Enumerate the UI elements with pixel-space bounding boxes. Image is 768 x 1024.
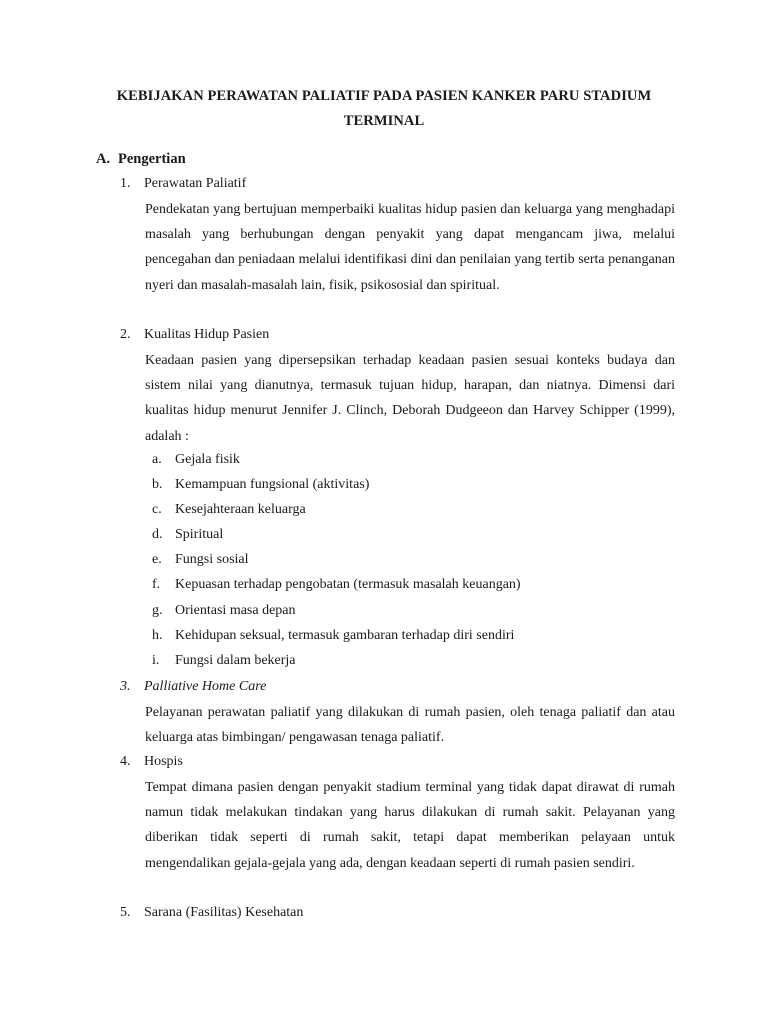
item-number: 1. bbox=[120, 176, 131, 191]
sublist-letter: b. bbox=[152, 477, 163, 493]
sublist-item bbox=[152, 575, 672, 600]
section-title: Pengertian bbox=[118, 151, 186, 167]
section-heading bbox=[96, 149, 186, 169]
item-number: 3. bbox=[120, 679, 131, 694]
item-heading: Kualitas Hidup Pasien bbox=[144, 327, 270, 342]
sublist-text: Kepuasan terhadap pengobatan (termasuk masalah keuangan) bbox=[175, 577, 521, 593]
item-number: 2. bbox=[120, 327, 131, 342]
sublist-letter: a. bbox=[152, 452, 162, 467]
sublist-letter: c. bbox=[152, 502, 162, 518]
sublist-letter: d. bbox=[152, 527, 163, 543]
item-heading: Sarana (Fasilitas) Kesehatan bbox=[144, 905, 304, 920]
item-number: 4. bbox=[120, 754, 131, 769]
item-2-paragraph: Keadaan pasien yang dipersepsikan terhadap keadaan pasien sesuai konteks budaya dan sistem nilai yang dianutnya, termasuk tujuan hidup, harapan, dan niatnya. Dimensi dari kualitas hidup menurut Jennifer J. Clinch, Deborah Dudgeeon dan Harvey Schipper (1999), adalah : bbox=[145, 353, 675, 444]
sublist-text: Kemampuan fungsional (aktivitas) bbox=[175, 477, 370, 493]
sublist-letter: h. bbox=[152, 627, 163, 643]
sublist-letter: e. bbox=[152, 552, 162, 568]
sublist-text: Gejala fisik bbox=[175, 452, 240, 467]
sublist-item bbox=[152, 500, 672, 525]
sublist-item bbox=[152, 601, 672, 626]
sublist-letter: g. bbox=[152, 602, 163, 618]
sublist-item bbox=[152, 651, 672, 676]
item-heading: Perawatan Paliatif bbox=[144, 176, 247, 191]
sublist-letter: i. bbox=[152, 652, 160, 668]
sublist-text: Kehidupan seksual, termasuk gambaran terhadap diri sendiri bbox=[175, 627, 515, 643]
item-4-paragraph: Tempat dimana pasien dengan penyakit stadium terminal yang tidak dapat dirawat di rumah namun tidak melakukan tindakan yang harus dilakukan di rumah sakit. Pelayanan yang diberikan tidak seperti di rumah sakit, tetapi dapat memberikan pelayaan untuk mengendalikan gejala-gejala yang ada, dengan keadaan seperti di rumah pasien sendiri. bbox=[145, 780, 675, 871]
document-title bbox=[70, 84, 698, 134]
sublist-item bbox=[152, 626, 672, 651]
title-line-1: KEBIJAKAN PERAWATAN PALIATIF PADA PASIEN KANKER PARU STADIUM bbox=[116, 88, 652, 104]
sublist-text: Fungsi dalam bekerja bbox=[175, 652, 296, 668]
sublist-text: Kesejahteraan keluarga bbox=[175, 502, 306, 518]
item-3-paragraph: Pelayanan perawatan paliatif yang dilakukan di rumah pasien, oleh tenaga paliatif dan atau keluarga atas bimbingan/ pengawasan tenaga paliatif. bbox=[145, 705, 675, 746]
sublist-item bbox=[152, 550, 672, 575]
sublist-item bbox=[152, 525, 672, 550]
sublist-letter: f. bbox=[152, 577, 161, 593]
title-line-2: TERMINAL bbox=[343, 113, 425, 129]
sublist-item bbox=[152, 450, 672, 475]
sublist-text: Spiritual bbox=[175, 527, 224, 543]
section-letter: A. bbox=[96, 151, 111, 167]
sublist-text: Orientasi masa depan bbox=[175, 602, 296, 618]
item-heading: Hospis bbox=[144, 754, 183, 769]
item-heading: Palliative Home Care bbox=[144, 679, 267, 694]
quality-of-life-dimensions-list bbox=[152, 450, 672, 676]
item-1-paragraph: Pendekatan yang bertujuan memperbaiki kualitas hidup pasien dan keluarga yang menghadapi masalah yang berhubungan dengan penyakit yang dapat mengancam jiwa, melalui pencegahan dan peniadaan melalui identifikasi dini dan penilaian yang tertib serta penanganan nyeri dan masalah-masalah lain, fisik, psikososial dan spiritual. bbox=[145, 202, 675, 293]
sublist-text: Fungsi sosial bbox=[175, 552, 249, 568]
item-number: 5. bbox=[120, 905, 131, 920]
sublist-item bbox=[152, 475, 672, 500]
